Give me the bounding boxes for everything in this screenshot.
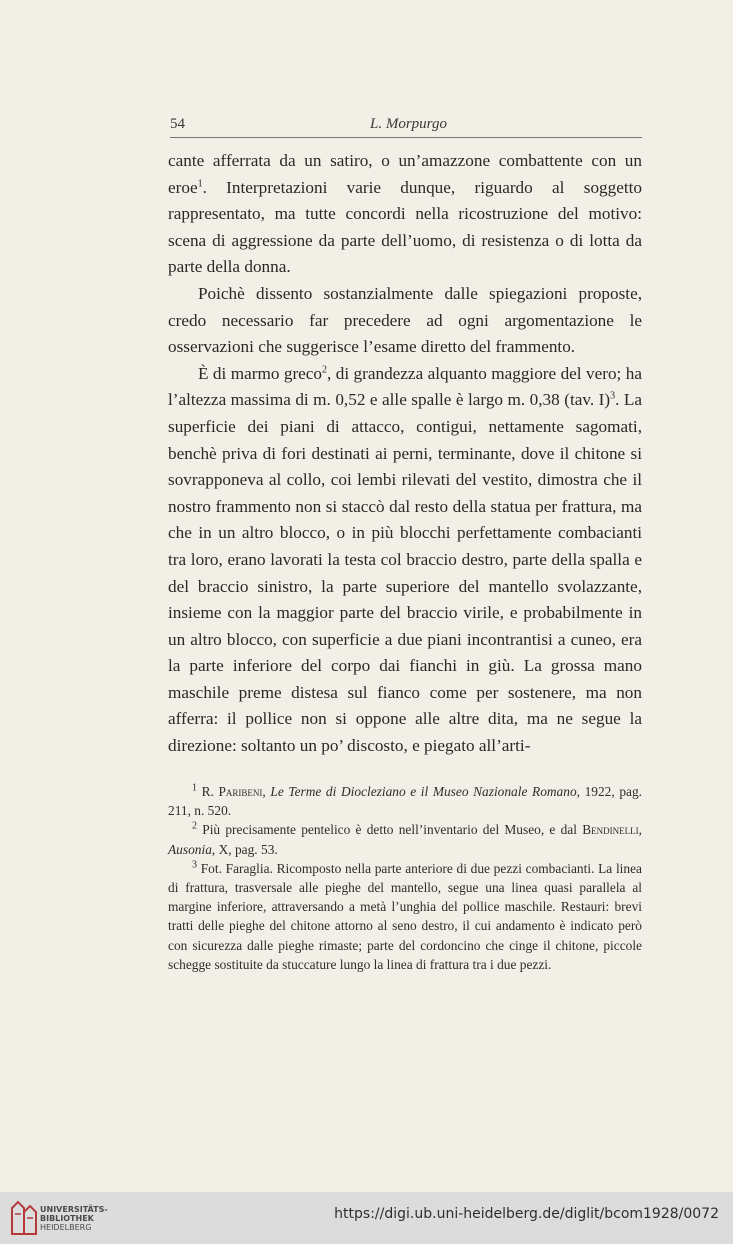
heidelberg-logo-icon	[8, 1200, 40, 1236]
footnote-ref-1: 1	[197, 177, 203, 189]
header-rule	[170, 137, 642, 138]
running-head: L. Morpurgo	[370, 116, 447, 132]
footnotes	[168, 782, 642, 974]
paragraph-2: Poichè dissento sostanzialmente dalle spiegazioni proposte, credo necessario far precedere ad ogni argomentazione le osservazioni che suggerisce l’esame diretto del frammento.	[168, 283, 642, 357]
footnote-ref-3: 3	[610, 390, 616, 402]
footnote-1: $^1$ R. Paribeni, Le Terme di Diocleziano e il Museo Nazionale Romano, 1922, pag. 211, n. 520.	[168, 782, 643, 819]
paragraph-3: È di marmo greco$^2$, di grandezza alquanto maggiore del vero; ha l’altezza massima di m. 0,52 e alle spalle è largo m. 0,38 (tav. I)$^3$. La superficie dei piani di attacco, contigui, nettamente sagomati, benchè priva di fori destinati ai perni, terminante, dove il chitone si sovrapponeva al collo, coi lembi rilevati del vestito, dimostra che il nostro frammento non si staccò dal resto della statua per frattura, ma che in un altro blocco, o in più blocchi perfettamente combacianti tra loro, erano lavorati la testa col braccio destro, parte della spalla e del braccio sinistro, la parte superiore del mantello svolazzante, insieme con la maggior parte del braccio virile, e probabilmente in un altro blocco, con superficie a due piani incontrantisi a cuneo, era la parte inferiore del corpo dai fianchi in giù. La grossa mano maschile preme distesa sul fianco come per sostenere, ma non afferra: il pollice non si oppone alle altre dita, ma ne segue la direzione: soltanto un po’ discosto, e piegato all’arti-	[168, 363, 642, 756]
viewer-footer	[0, 1192, 733, 1244]
footnote-2: $^2$ Più precisamente pentelico è detto nell’inventario del Museo, e dal Bendinelli, Ausonia, X, pag. 53.	[168, 820, 642, 857]
permalink-url[interactable]: https://digi.ub.uni-heidelberg.de/diglit/bcom1928/0072	[334, 1206, 719, 1222]
paragraph-1: cante afferrata da un satiro, o un’amazzone combattente con un eroe$^1$. Interpretazioni varie dunque, riguardo al soggetto rappresentato, ma tutte concordi nella ricostruzione del motivo: scena di aggressione da parte dell’uomo, di resistenza o di lotta da parte della donna.	[168, 151, 642, 277]
page-header	[170, 116, 642, 138]
library-name: UNIVERSITÄTS- BIBLIOTHEK HEIDELBERG	[40, 1205, 108, 1232]
footnote-ref-2: 2	[322, 364, 328, 376]
main-text	[168, 148, 642, 760]
footnote-3: $^3$ Fot. Faraglia. Ricomposto nella parte anteriore di due pezzi combacianti. La linea di frattura, trasversale alle pieghe del mantello, segue una linea quasi parallela al margine inferiore, attraversando a metà l’unghia del pollice maschile. Restauri: brevi tratti delle pieghe del chitone attorno al seno destro, il cui andamento è indicato però con sicurezza dalle pieghe rimaste; parte del cordoncino che cinge il chitone, piccole schegge sostituite da stuccature lungo la linea di frattura tra i due pezzi.	[168, 859, 642, 972]
page-number: 54	[170, 116, 185, 132]
